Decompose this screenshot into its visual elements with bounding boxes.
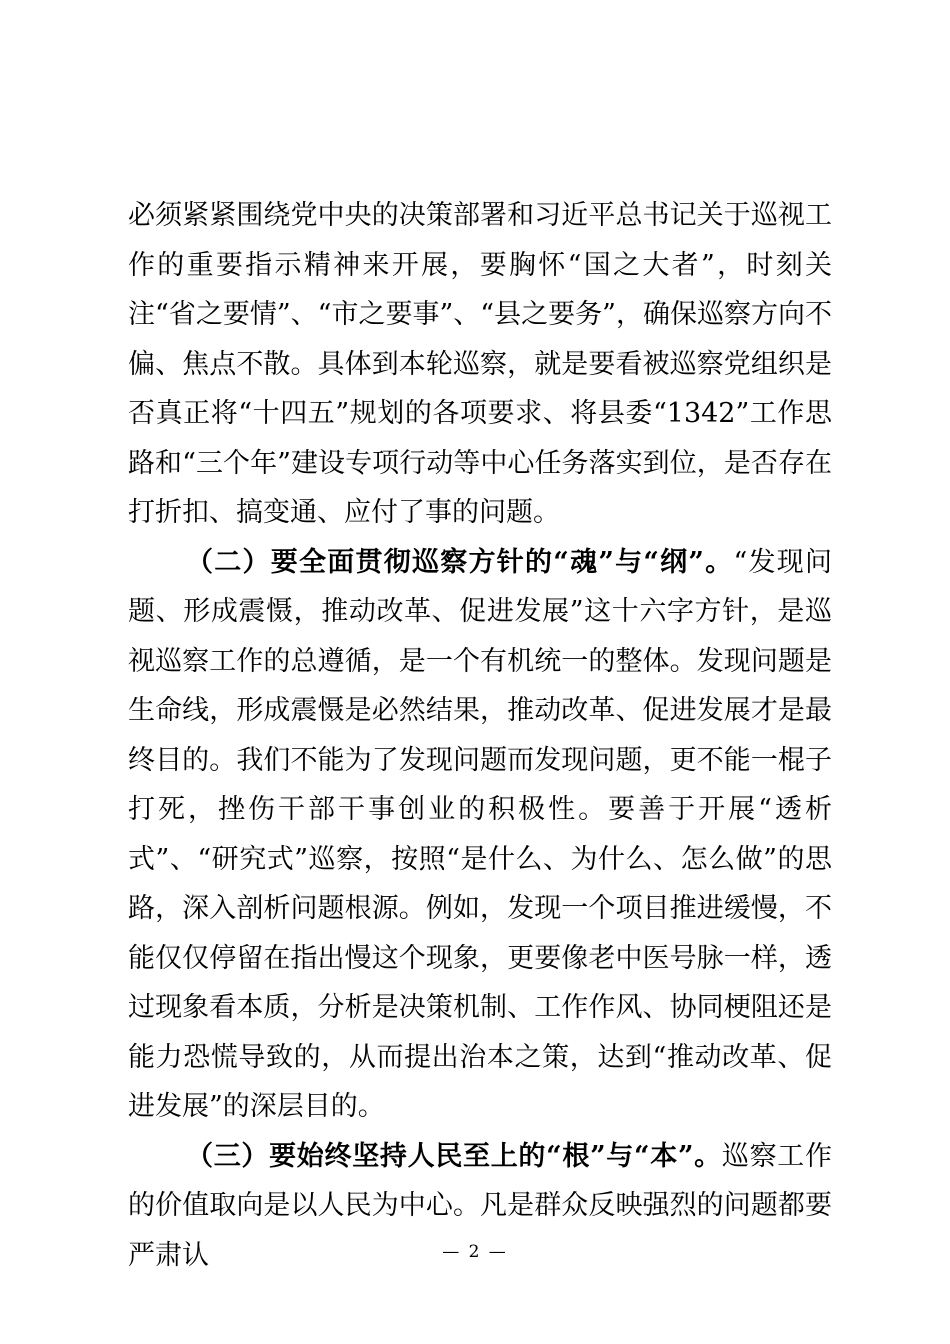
paragraph-text: 巡察工作的价值取向是以人民为中心。凡是群众反映强烈的问题都要严肃认 xyxy=(128,1140,832,1271)
section-heading: （二）要全面贯彻巡察方针的“魂”与“纲”。 xyxy=(186,546,734,578)
section-heading: （三）要始终坚持人民至上的“根”与“本”。 xyxy=(186,1140,722,1172)
body-text xyxy=(128,191,832,1280)
paragraph-continued xyxy=(128,191,832,538)
paragraph-section-2 xyxy=(128,538,832,1132)
paragraph-text: “发现问题、形成震慑，推动改革、促进发展”这十六字方针，是巡视巡察工作的总遵循，是一个有机统一的整体。发现问题是生命线，形成震慑是必然结果，推动改革、促进发展才是最终目的。我们不能为了发现问题而发现问题，更不能一棍子打死，挫伤干部干事创业的积极性。要善于开展“透析式”、“研究式”巡察，按照“是什么、为什么、怎么做”的思路，深入剖析问题根源。例如，发现一个项目推进缓慢，不能仅仅停留在指出慢这个现象，更要像老中医号脉一样，透过现象看本质，分析是决策机制、工作作风、协同梗阻还是能力恐慌导致的，从而提出治本之策，达到“推动改革、促进发展”的深层目的。 xyxy=(128,546,832,1122)
paragraph-text: 必须紧紧围绕党中央的决策部署和习近平总书记关于巡视工作的重要指示精神来开展，要胸怀“国之大者”，时刻关注“省之要情”、“市之要事”、“县之要务”，确保巡察方向不偏、焦点不散。具体到本轮巡察，就是要看被巡察党组织是否真正将“十四五”规划的各项要求、将县委“1342”工作思路和“三个年”建设专项行动等中心任务落实到位，是否存在打折扣、搞变通、应付了事的问题。 xyxy=(128,200,832,528)
page-number: — 2 — xyxy=(442,1242,508,1262)
